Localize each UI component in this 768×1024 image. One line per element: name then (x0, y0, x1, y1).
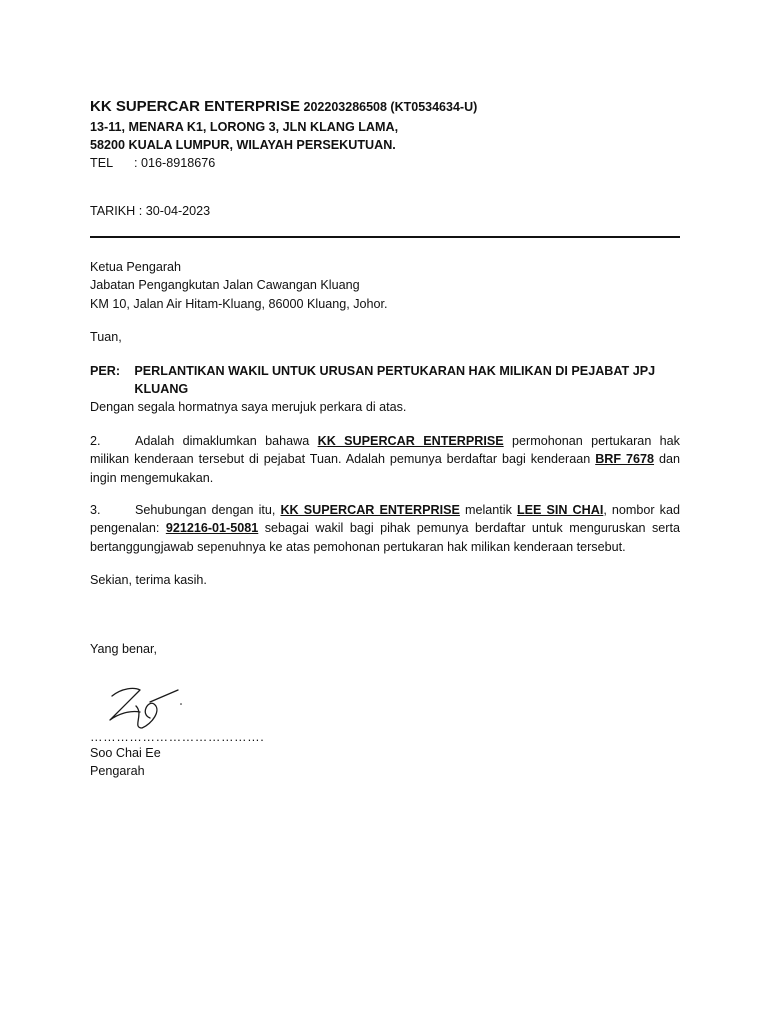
company-name-ref: KK SUPERCAR ENTERPRISE (280, 503, 460, 517)
company-name-ref: KK SUPERCAR ENTERPRISE (317, 434, 504, 448)
paragraph-1: Dengan segala hormatnya saya merujuk perkara di atas. (90, 400, 407, 414)
vehicle-plate: BRF 7678 (595, 452, 655, 467)
recipient-address (90, 258, 680, 313)
tel-label: TEL (90, 156, 114, 171)
paragraph-3-text-a: Sehubungan dengan itu, (135, 503, 281, 517)
recipient-line-3: KM 10, Jalan Air Hitam-Kluang, 86000 Kluang, Johor. (90, 296, 388, 311)
paragraph-3-text-c: , nombor kad pengenalan: (90, 503, 680, 536)
paragraph-3-number: 3. (90, 503, 101, 517)
paragraph-3-text-b: melantik (459, 503, 517, 517)
paragraph-2-text-b: permohonan pertukaran hak milikan kenderaan tersebut di pejabat Tuan. Adalah pemunya berdaftar bagi kenderaan (90, 434, 680, 467)
company-registration: 202203286508 (KT0534634-U) (303, 100, 478, 114)
subject-label: PER: (90, 364, 121, 378)
address-line-1: 13-11, MENARA K1, LORONG 3, JLN KLANG LAMA, (90, 119, 399, 134)
header-divider (90, 236, 680, 238)
company-line (90, 96, 680, 118)
ic-number: 921216-01-5081 (165, 521, 259, 536)
paragraph-3 (90, 501, 680, 556)
date-line: TARIKH : 30-04-2023 (90, 204, 211, 218)
paragraph-2-text-a: Adalah dimaklumkan bahawa (135, 434, 318, 448)
paragraph-3-text-d: sebagai wakil bagi pihak pemunya berdaftar untuk menguruskan serta bertanggungjawab sepenuhnya ke atas pemohonan pertukaran hak milikan kenderaan tersebut. (90, 521, 680, 554)
salutation: Tuan, (90, 330, 122, 344)
subject-line (90, 362, 680, 399)
letterhead (90, 96, 680, 173)
paragraph-2-text-c: dan ingin mengemukakan. (90, 452, 680, 485)
representative-name: LEE SIN CHAI (516, 503, 604, 517)
tel-value: : 016-8918676 (134, 156, 216, 171)
closing: Sekian, terima kasih. (90, 573, 207, 587)
subject-text: PERLANTIKAN WAKIL UNTUK URUSAN PERTUKARAN HAK MILIKAN DI PEJABAT JPJ KLUANG (134, 364, 656, 397)
signer-name: Soo Chai Ee (90, 746, 161, 760)
signature-image (104, 684, 186, 732)
recipient-line-1: Ketua Pengarah (90, 260, 182, 274)
signature-line: …………………………………. (90, 730, 265, 744)
paragraph-2 (90, 432, 680, 487)
recipient-line-2: Jabatan Pengangkutan Jalan Cawangan Kluang (90, 278, 360, 293)
address-line-2: 58200 KUALA LUMPUR, WILAYAH PERSEKUTUAN. (90, 138, 396, 152)
signer-title: Pengarah (90, 764, 145, 778)
company-name: KK SUPERCAR ENTERPRISE (90, 98, 301, 115)
paragraph-2-number: 2. (90, 434, 101, 448)
tel-row (90, 154, 680, 172)
sign-off: Yang benar, (90, 642, 157, 656)
